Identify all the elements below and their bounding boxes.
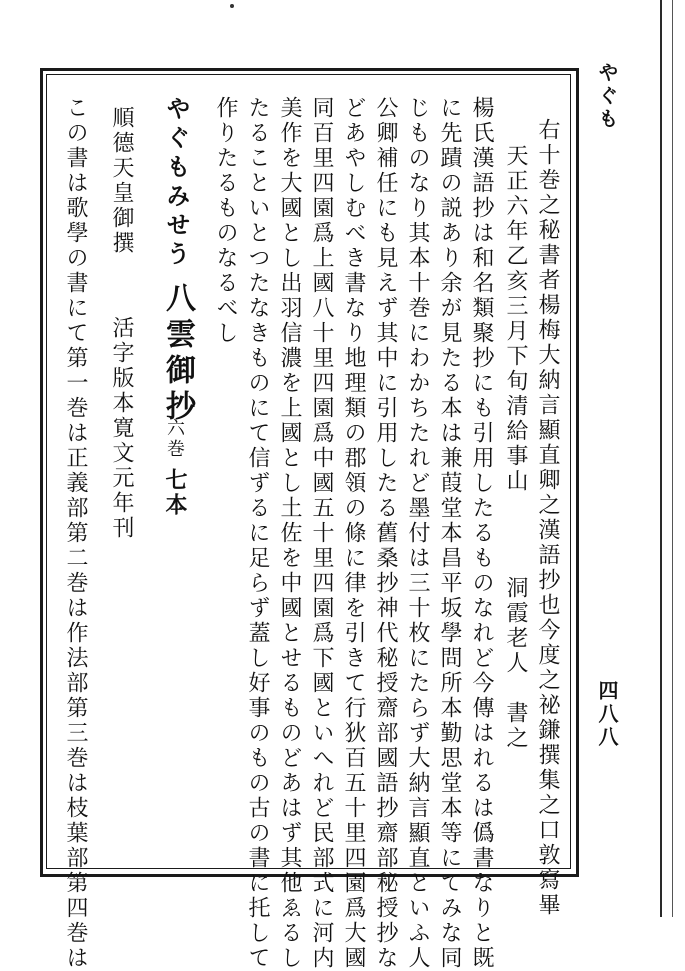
entry-volume-count: 六巻 <box>164 418 185 460</box>
colophon-line-1: 右十巻之秘書者楊梅大納言顯直卿之漢語抄也今度之祕鎌撰集之口敦寫畢 <box>535 118 560 918</box>
commentary-line-3: じものなり其本十巻にわかちたれど墨付は三十枚にたらず大納言顯直といふ人 <box>405 96 430 971</box>
colophon-line-2: 天正六年乙亥三月下旬清給事山 <box>503 144 528 494</box>
commentary-line-5: どあやしむべき書なり地理類の郡領の條に律を引きて行狄百五十里四園爲大國 <box>341 96 366 971</box>
commentary-line-4: 公卿補任にも見えず其中に引用したる舊桑抄神代秘授齋部國語抄齋部秘授抄な <box>373 96 398 971</box>
scan-speck <box>230 4 234 8</box>
entry-description-line-1: この書は歌學の書にて第一巻は正義部第二巻は作法部第三巻は枝葉部第四巻は <box>63 96 88 971</box>
page-number: 四八八 <box>595 680 619 749</box>
commentary-line-6: 同百里四園爲上國八十里四園爲中國五十里四園爲下國といへれど民部式に河内 <box>309 96 334 971</box>
commentary-line-2: に先蹟の説あり余が見たる本は兼葭堂本昌平坂學問所本勤思堂本等にてみな同 <box>437 96 462 971</box>
commentary-line-1: 楊氏漢語抄は和名類聚抄にも引用したるものなれど今傳はれるは僞書なりと既 <box>469 96 494 971</box>
page-edge-line <box>660 0 662 917</box>
entry-author: 順德天皇御撰 <box>109 106 134 256</box>
commentary-line-7: 美作を大國とし出羽信濃を上國とし土佐を中國とせるものどあはず其他ゑるし <box>277 96 302 971</box>
colophon-signature: 洞霞老人 書之 <box>503 576 528 751</box>
entry-book-count: 七本 <box>162 468 188 518</box>
commentary-line-9: 作りたるものなるべし <box>213 96 238 346</box>
entry-title: 八雲御抄 <box>160 282 195 426</box>
entry-edition: 活字版本寛文元年刊 <box>109 316 134 541</box>
running-title: やぐも <box>595 62 619 131</box>
entry-reading: やぐもみせう <box>162 96 191 270</box>
commentary-line-8: たることいとつたなきものにて信ずるに足らず蓋し好事のもの古の書に托して <box>245 96 270 971</box>
page-edge-line-secondary <box>672 0 673 917</box>
